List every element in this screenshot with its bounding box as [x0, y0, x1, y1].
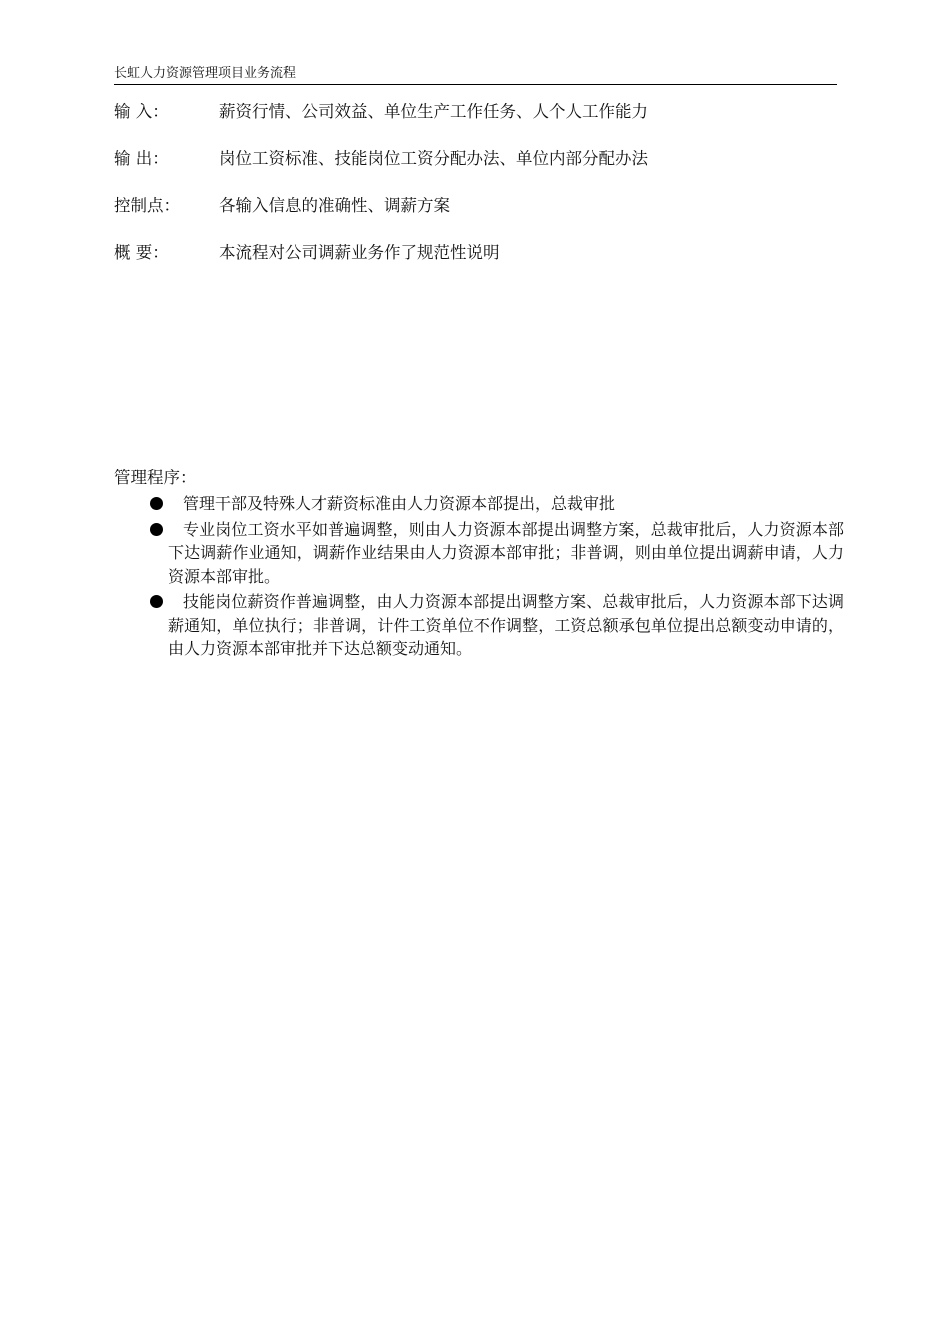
black-circle-bullet-icon: [150, 523, 163, 536]
field-control-point-value: 各输入信息的准确性、调薪方案: [219, 196, 450, 215]
field-input-label: 输 入：: [114, 102, 169, 121]
black-circle-bullet-icon: [150, 497, 163, 510]
procedure-item: [114, 518, 844, 589]
field-input-value: 薪资行情、公司效益、单位生产工作任务、人个人工作能力: [219, 102, 648, 121]
procedure-item: [114, 492, 844, 516]
field-control-point-label: 控制点：: [114, 196, 180, 215]
field-output-label: 输 出：: [114, 149, 169, 168]
field-output: [114, 147, 834, 171]
field-summary: [114, 241, 834, 265]
field-output-value: 岗位工资标准、技能岗位工资分配办法、单位内部分配办法: [219, 149, 648, 168]
procedure-item-text: 专业岗位工资水平如普遍调整，则由人力资源本部提出调整方案，总裁审批后，人力资源本部下达调薪作业通知，调薪作业结果由人力资源本部审批；非普调，则由单位提出调薪申请，人力资源本部审批。: [168, 519, 844, 586]
black-circle-bullet-icon: [150, 595, 163, 608]
procedure-item-text: 技能岗位薪资作普遍调整，由人力资源本部提出调整方案、总裁审批后，人力资源本部下达调薪通知，单位执行；非普调，计件工资单位不作调整，工资总额承包单位提出总额变动申请的，由人力资源本部审批并下达总额变动通知。: [168, 592, 844, 658]
field-input: [114, 100, 834, 124]
procedure-item-text: 管理干部及特殊人才薪资标准由人力资源本部提出，总裁审批: [183, 494, 616, 513]
page-header: [114, 64, 837, 85]
field-control-point: [114, 194, 834, 218]
procedure-title: 管理程序：: [114, 468, 197, 487]
field-summary-label: 概 要：: [114, 243, 169, 262]
procedure-list: [114, 492, 854, 663]
field-summary-value: 本流程对公司调薪业务作了规范性说明: [219, 243, 500, 262]
procedure-item: [114, 590, 844, 661]
header-title: 长虹人力资源管理项目业务流程: [114, 66, 297, 81]
